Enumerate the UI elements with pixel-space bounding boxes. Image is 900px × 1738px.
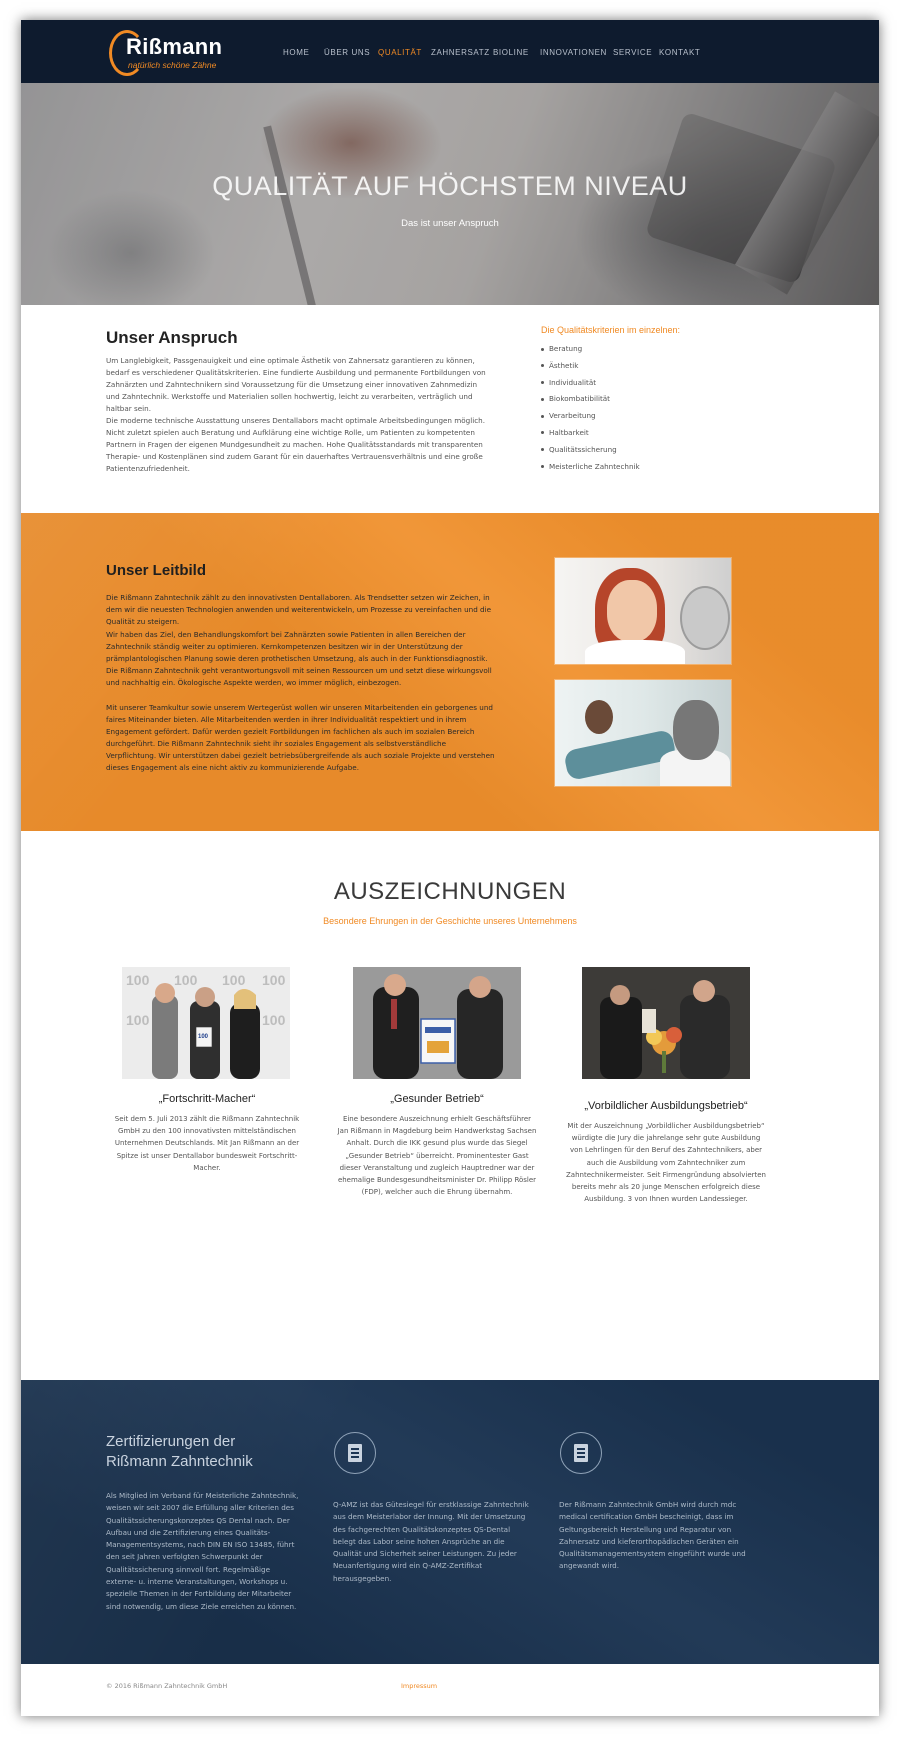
- award-text-1: Seit dem 5. Juli 2013 zählt die Rißmann Zahntechnik GmbH zu den 100 innovativsten mittelständischen Unternehmen Deutschlands. Mit Jan Rißmann an der Spitze ist unser Dentallabor bundesweit Fortschritt-Macher.: [114, 1115, 300, 1172]
- awards-subtitle: Besondere Ehrungen in der Geschichte unseres Unternehmens: [323, 916, 577, 926]
- photo-dental-consultation: [555, 680, 731, 786]
- page-frame: [21, 20, 879, 1716]
- award-badge-100: 100: [198, 1034, 209, 1040]
- svg-text:100: 100: [126, 972, 150, 988]
- section-title-anspruch: Unser Anspruch: [106, 328, 238, 347]
- svg-text:100: 100: [222, 972, 246, 988]
- award-caption-3: „Vorbildlicher Ausbildungsbetrieb“: [584, 1100, 748, 1112]
- criteria-title: Die Qualitätskriterien im einzelnen:: [541, 325, 681, 335]
- svg-text:100: 100: [126, 1012, 150, 1028]
- patient-shape: [585, 700, 613, 734]
- bullet-icon: [541, 415, 544, 418]
- leitbild-paragraph-2: Wir haben das Ziel, den Behandlungskomfort bei Zahnärzten sowie Patienten in allen Bereichen der Zahntechnik ständig weiter zu optimieren. Kernkompetenzen besitzen wir in der Unterstützung der prämplantologischen Planung sowie deren prothetischen Umsetzung, als auch in der Funktionsdiagnostik. Die Rißmann Zahntechnik geht verantwortungsvoll mit seinen Ressourcen um und setzt diese wirkungsvoll und nachhaltig ein. Ökologische Aspekte werden, wo immer möglich, einbezogen.: [106, 630, 492, 687]
- nav-item-ueber-uns[interactable]: ÜBER UNS: [324, 48, 371, 57]
- leitbild-paragraph-1: Die Rißmann Zahntechnik zählt zu den innovativsten Dentallaboren. Als Trendsetter setzen wir Zeichen, in dem wir die neuesten Technologien anwenden und weiterentwickeln, um Prozesse zu vereinfachen und die Qualität zu steigern.: [106, 593, 492, 626]
- anspruch-paragraph-1: Um Langlebigkeit, Passgenauigkeit und eine optimale Ästhetik von Zahnersatz garantieren zu können, bedarf es verschiedener Qualitätskriterien. Eine fundierte Ausbildung und permanente Fortbildungen von Zahnärzten und Zahntechnikern sind Voraussetzung für die Umsetzung einer innovativen Zahnmedizin und Zahntechnik. Werkstoffe und Materialien sollen hochwertig, leicht zu verarbeiten, verträglich und haltbar sein.: [106, 356, 486, 413]
- bullet-icon: [541, 364, 544, 367]
- photo-smiling-woman: [555, 558, 731, 664]
- list-item: Beratung: [541, 343, 640, 360]
- list-item: Ästhetik: [541, 360, 640, 377]
- logo-tagline: natürlich schöne Zähne: [128, 60, 217, 70]
- main-nav: [21, 48, 879, 60]
- bullet-icon: [541, 448, 544, 451]
- awards-title: AUSZEICHNUNGEN: [333, 878, 567, 905]
- certifications-paragraph-1: Als Mitglied im Verband für Meisterliche Zahntechnik, weisen wir seit 2007 die Erfüllung aller Kriterien des Qualitätssicherungskonzeptes QS Dental nach. Der Aufbau und die Zertifizierung eines Qualitäts-Managementsystems, nach DIN EN ISO 13485, führt den seit Jahren verfolgten Schwerpunkt der Qualitätssicherung sinnvoll fort. Regelmäßige externe- u. interne Veranstaltungen, Workshops u. spezielle Themen in der Fortbildung der Mitarbeiter sind notwendig, um diese Ziele erreichen zu können.: [106, 1491, 299, 1611]
- bullet-icon: [541, 348, 544, 351]
- list-item: Haltbarkeit: [541, 427, 640, 444]
- nav-item-service[interactable]: SERVICE: [613, 48, 653, 57]
- body-shape: [585, 640, 685, 664]
- criteria-list: [541, 343, 640, 477]
- nav-item-bioline[interactable]: BIOLINE: [493, 48, 529, 57]
- certifications-paragraph-3: Der Rißmann Zahntechnik GmbH wird durch mdc medical certification GmbH bescheinigt, dass im Geltungsbereich Herstellung und Reparatur von Zahnersatz und kieferorthopädischen Geräten ein Qualitätsmanagementsystem eingeführt wurde und angewandt wird.: [559, 1500, 746, 1571]
- bullet-icon: [541, 431, 544, 434]
- dentist-shape: [673, 700, 719, 760]
- document-icon: [334, 1432, 376, 1474]
- nav-item-kontakt[interactable]: KONTAKT: [659, 48, 701, 57]
- award-caption-1: „Fortschritt-Macher“: [158, 1093, 256, 1105]
- certifications-title: Zertifizierungen der Rißmann Zahntechnik: [106, 1433, 253, 1470]
- award-text-3: Mit der Auszeichnung „Vorbildlicher Ausbildungsbetrieb“ würdigte die Jury die jahrelange sehr gute Ausbildung von Lehrlingen für den Beruf des Zahntechnikers, aber auch die Ausbildung vom Zahntechniker zum Zahntechnikermeister. Seit Firmengründung absolvierten bereits mehr als 20 junge Menschen erfolgreich diese Ausbildung. 3 von Ihnen wurden Landessieger.: [566, 1122, 766, 1204]
- face-shape: [607, 580, 657, 642]
- nav-item-zahnersatz[interactable]: ZAHNERSATZ: [431, 48, 490, 57]
- site-header: [21, 20, 879, 83]
- award-photo-1: [122, 967, 290, 1079]
- award-text-2: Eine besondere Auszeichnung erhielt Geschäftsführer Jan Rißmann in Magdeburg beim Handwerkstag Sachsen Anhalt. Durch die IKK gesund plus wurde das Siegel „Gesunder Betrieb“ überreicht. Prominentester Gast dieser Veranstaltung und zugleich Hauptredner war der ehemalige Bundesgesundheitsminister Dr. Philipp Rösler (FDP), welcher auch die Ehrung übernahm.: [337, 1115, 537, 1197]
- site-footer: [21, 1664, 879, 1716]
- section-title-leitbild: Unser Leitbild: [106, 562, 207, 579]
- leitbild-paragraph-3: Mit unserer Teamkultur sowie unserem Wertegerüst wollen wir unseren Mitarbeitenden ein geborgenes und faires Miteinander bieten. Alle Mitarbeitenden werden in ihrer Individualität respektiert und in ihrem Engagement gefördert. Dafür werden gezielt Fortbildungen im fachlichen als auch im sozialen Bereich durchgeführt. Die Rißmann Zahntechnik sieht ihr soziales Engagement als selbstverständliche Verpflichtung. Wir unterstützen dabei gezielt betriebsübergreifende als auch soziale Projekte und verstehen dieses Engagement als eine nicht aktiv zu kommunizierende Aufgabe.: [106, 703, 495, 772]
- document-icon: [560, 1432, 602, 1474]
- certifications-section: [21, 1380, 879, 1664]
- leitbild-section: [21, 513, 879, 831]
- award-photo-2: [353, 967, 521, 1079]
- bullet-icon: [541, 398, 544, 401]
- anspruch-paragraph-2: Die moderne technische Ausstattung unseres Dentallabors macht optimale Arbeitsbedingungen möglich. Nicht zuletzt spielen auch Beratung und Aufklärung eine wichtige Rolle, um Patienten zu kompetenten Partnern in Fragen der eigenen Mundgesundheit zu machen. Hohe Qualitätsstandards mit transparenten Therapie- und Kostenplänen sind zudem Garant für ein dauerhaftes Vertrauensverhältnis und eine große Patientenzufriedenheit.: [106, 416, 486, 473]
- bullet-icon: [541, 381, 544, 384]
- footer-copyright: © 2016 Rißmann Zahntechnik GmbH: [106, 1682, 228, 1690]
- svg-text:100: 100: [262, 972, 286, 988]
- award-caption-2: „Gesunder Betrieb“: [390, 1093, 484, 1105]
- hero-subtitle: Das ist unser Anspruch: [401, 218, 499, 229]
- hero-banner: [21, 83, 879, 305]
- nav-item-qualitaet[interactable]: QUALITÄT: [378, 48, 422, 57]
- svg-text:100: 100: [174, 972, 198, 988]
- award-photo-3: [582, 967, 750, 1079]
- logo-name: Rißmann: [126, 34, 223, 59]
- mirror-shape: [680, 586, 730, 650]
- nav-item-innovationen[interactable]: INNOVATIONEN: [540, 48, 607, 57]
- impressum-link[interactable]: Impressum: [401, 1682, 438, 1690]
- list-item: Meisterliche Zahntechnik: [541, 461, 640, 478]
- list-item: Biokombatibilität: [541, 393, 640, 410]
- nav-item-home[interactable]: HOME: [283, 48, 310, 57]
- list-item: Verarbeitung: [541, 410, 640, 427]
- list-item: Qualitätssicherung: [541, 444, 640, 461]
- svg-text:100: 100: [262, 1012, 286, 1028]
- hero-title: QUALITÄT AUF HÖCHSTEM NIVEAU: [212, 171, 688, 201]
- bullet-icon: [541, 465, 544, 468]
- certifications-paragraph-2: Q-AMZ ist das Gütesiegel für erstklassige Zahntechnik aus dem Meisterlabor der Innung. Mit der Umsetzung des fachgerechten Qualitätskonzeptes QS-Dental belegt das Labor seine hohen Ansprüche an die Qualität und Sicherheit seiner Leistungen. Zu jeder Neuanfertigung wird ein Q-AMZ-Zertifikat herausgegeben.: [333, 1500, 529, 1583]
- list-item: Individualität: [541, 377, 640, 394]
